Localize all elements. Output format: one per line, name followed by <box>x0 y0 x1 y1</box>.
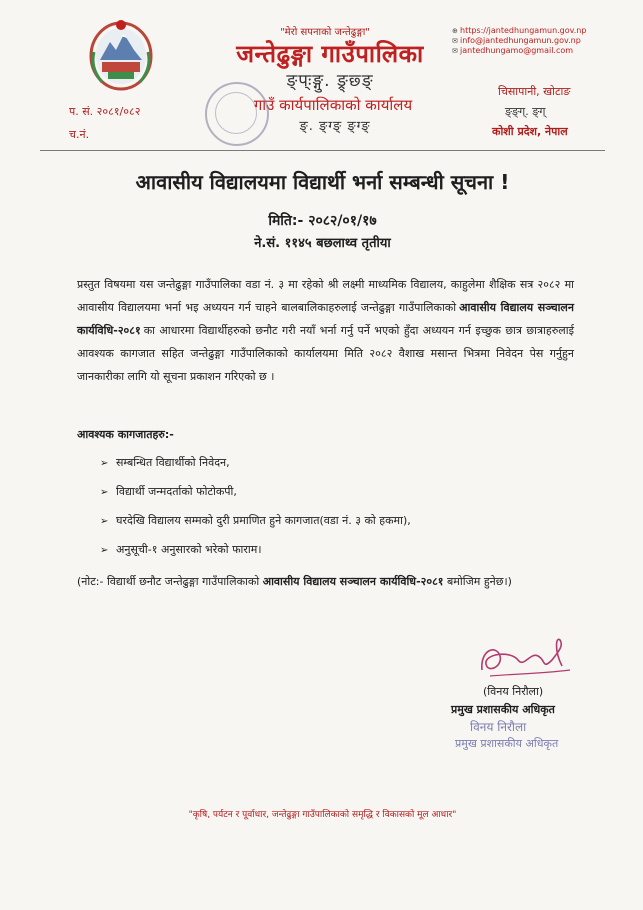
requirements-heading: आवश्यक कागजातहरु:- <box>77 428 174 441</box>
note-text-end: बमोजिम हुनेछ।) <box>447 575 512 588</box>
signer-name: (विनय निरौला) <box>483 685 544 698</box>
web-icon: ⊕ <box>452 27 458 35</box>
address-line: चिसापानी, खोटाङ <box>498 85 571 98</box>
reference-number: प. सं. २०८१/०८२ <box>69 105 141 118</box>
signer-title: प्रमुख प्रशासकीय अधिकृत <box>451 703 555 716</box>
body-text: प्रस्तुत विषयमा यस जन्तेढुङ्गा गाउँपालिका वडा नं. ३ मा रहेको श्री लक्ष्मी माध्यमिक विद्यालय, काहुलेमा शैक्षिक सत्र २०८२ मा आवासीय विद्यालयमा भर्ना भइ अध्ययन गर्न चाहने बालबालिकाहरुलाई जन्तेढुङ्गा गाउँपालिकाको <box>77 278 574 314</box>
footer-slogan: "कृषि, पर्यटन र पूर्वाधार, जन्तेढुङ्गा गाउँपालिकाको समृद्धि र विकासको मूल आधार" <box>188 810 457 820</box>
header-divider <box>40 150 605 151</box>
organization-name: जन्तेढुङ्गा गाउँपालिका <box>236 40 424 68</box>
arrow-bullet-icon: ➢ <box>100 516 109 527</box>
body-text-continued: का आधारमा विद्यार्थीहरुको छनौट गरी नयाँ भर्ना गर्नु पर्ने भएकाे हुँदा अध्ययन गर्न इच्छुक छात्र छात्राहरुलाई आवश्यक कागजात सहित जन्तेढुङ्गा गाउँपालिकाको कार्यालयमा मिति २०८२ वैशाख मसान्त भित्रमा निवेदन पेस गर्नुहुन जानकारीका लागि यो सूचना प्रकाशन गरिएको छ । <box>77 324 574 383</box>
nepal-sambat-date: ने.सं. ११४५ बछलाथ्व तृतीया <box>254 236 391 251</box>
notice-note <box>77 571 574 593</box>
contact-block <box>452 26 586 56</box>
arrow-bullet-icon: ➢ <box>100 487 109 498</box>
slogan: "मेरो सपनाको जन्तेढुङ्गा" <box>280 27 370 38</box>
note-text: (नोट:- विद्यार्थी छनौट जन्तेढुङ्गा गाउँपालिकाको <box>77 575 260 588</box>
list-item: ➢ घरदेखि विद्यालय सम्मको दुरी प्रमाणित हुने कागजात(वडा नं. ३ को हकमा), <box>100 514 411 527</box>
arrow-bullet-icon: ➢ <box>100 458 109 469</box>
title-stamp: प्रमुख प्रशासकीय अधिकृत <box>455 737 559 750</box>
dispatch-number: च.नं. <box>69 128 90 141</box>
notice-title: आवासीय विद्यालयमा विद्यार्थी भर्ना सम्बन्धी सूचना ! <box>135 170 510 194</box>
signature-icon <box>470 630 580 685</box>
body-procedure-name: आवासीय विद्यालय सञ्चालन कार्यविधि-२०८१ <box>77 301 574 337</box>
mail-icon: ✉ <box>452 47 458 55</box>
government-emblem-icon <box>88 16 154 92</box>
office-name: गाउँ कार्यपालिकाको कार्यालय <box>253 96 413 114</box>
address-line-nepal-bhasa: ङ्ङ्ग्. ङ्ग् <box>505 105 546 118</box>
list-item: ➢ विद्यार्थी जन्मदर्ताको फोटोकपी, <box>100 485 237 498</box>
note-procedure-name: आवासीय विद्यालय सञ्चालन कार्यविधि-२०८१ <box>262 575 444 588</box>
notice-date: मिति:- २०८२/०१/१७ <box>268 213 377 229</box>
contact-email-secondary[interactable]: ✉ jantedhungamo@gmail.com <box>452 46 574 55</box>
notice-body <box>77 273 574 388</box>
office-stamp <box>205 82 269 146</box>
requirements-list <box>100 455 411 571</box>
organization-name-nepal-bhasa: ङ्प्ःङ्गु. ङ्र्छ्ङ् <box>286 71 374 91</box>
contact-email[interactable]: ✉ info@jantedhungamun.gov.np <box>452 36 581 45</box>
name-stamp: विनय निरौला <box>470 720 527 734</box>
office-name-nepal-bhasa: ङ्. ङ्ग्ङ् ङ्ग्ङ् <box>299 119 371 134</box>
contact-website[interactable]: ⊕ https://jantedhungamun.gov.np <box>452 26 587 35</box>
mail-icon: ✉ <box>452 37 458 45</box>
list-item: ➢ अनुसूची-१ अनुसारको भरेको फाराम। <box>100 543 262 556</box>
province-line: कोशी प्रदेश, नेपाल <box>492 125 568 138</box>
arrow-bullet-icon: ➢ <box>100 545 109 556</box>
list-item: ➢ सम्बन्धित विद्यार्थीको निवेदन, <box>100 456 230 469</box>
